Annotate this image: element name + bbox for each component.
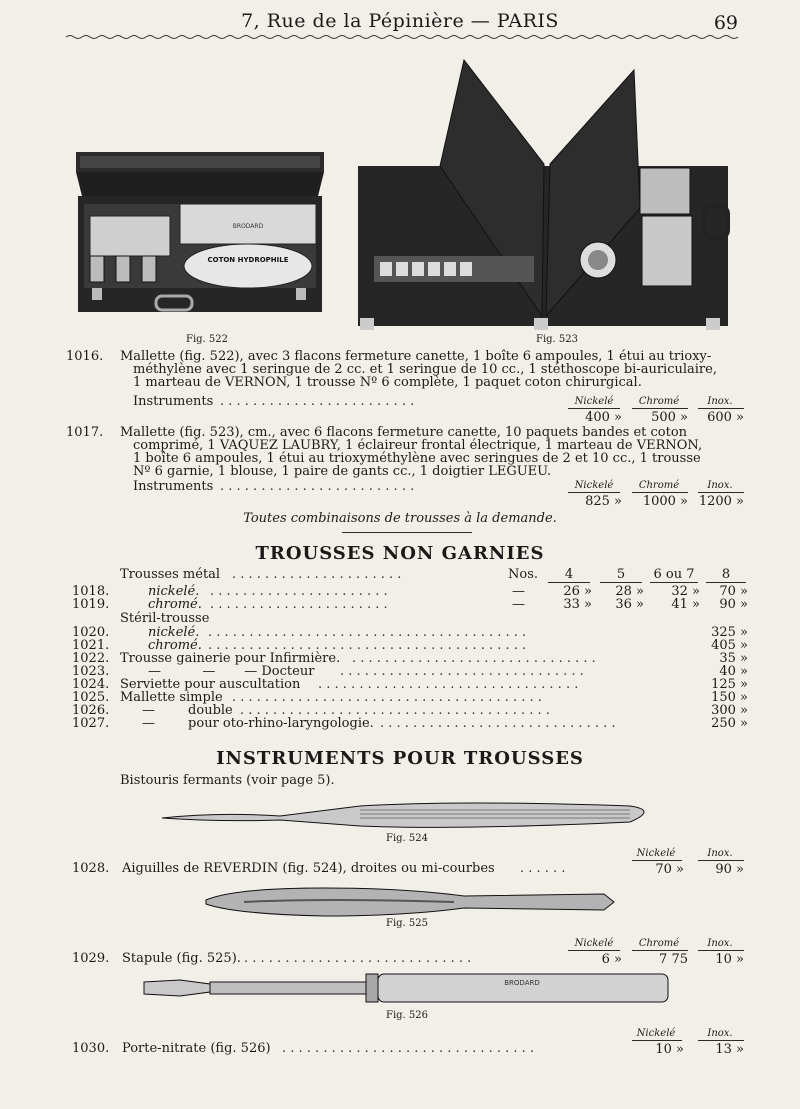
- item-number: 1020.: [72, 625, 110, 640]
- instruments-label: Instruments: [133, 394, 214, 409]
- price-value: 40 »: [719, 664, 748, 679]
- item-label: Aiguilles de REVERDIN (fig. 524), droites ou mi-courbes: [122, 861, 495, 876]
- column-header-inox: Inox.: [707, 848, 733, 859]
- price-inox: 1200 »: [698, 494, 744, 509]
- dot-leader: . . . . . . . . . . . . . . . . . . . . . . . . . . . .: [244, 951, 472, 966]
- price-value: 33 »: [563, 597, 592, 612]
- price-rule: [568, 950, 620, 951]
- item-label: Trousse gainerie pour Infirmière.: [120, 651, 341, 666]
- separator-rule: [342, 532, 472, 533]
- price-value: 150 »: [711, 690, 748, 705]
- column-header-size: 6 ou 7: [653, 567, 695, 582]
- price-nickele: 400 »: [585, 410, 622, 425]
- price-chrome: 7 75: [659, 952, 688, 967]
- figure-526-porte-nitrate-illustration: [140, 968, 680, 1008]
- price-value: 28 »: [615, 584, 644, 599]
- price-value: 36 »: [615, 597, 644, 612]
- price-rule: [698, 950, 744, 951]
- item-description-line: comprimé, 1 VAQUEZ LAUBRY, 1 éclaireur frontal électrique, 1 marteau de VERNON,: [133, 438, 703, 453]
- item-number: 1016.: [66, 349, 104, 364]
- item-number: 1017.: [66, 425, 104, 440]
- price-rule: [706, 582, 746, 583]
- item-label: nickelé.: [148, 584, 200, 599]
- column-header-nickele: Nickelé: [636, 1028, 676, 1039]
- price-rule: [548, 582, 590, 583]
- column-header-chrome: Chromé: [638, 480, 680, 491]
- combinations-note: Toutes combinaisons de trousses à la demande.: [243, 511, 557, 526]
- brodard-label-2: BRODARD: [504, 979, 540, 987]
- instruments-label: Instruments: [133, 479, 214, 494]
- item-number: 1029.: [72, 951, 110, 966]
- column-header-nickele: Nickelé: [574, 396, 614, 407]
- dot-leader: . . . . . . . . . . . . . . . . . . . . . .: [210, 597, 388, 612]
- price-value: 41 »: [671, 597, 700, 612]
- running-head: [0, 8, 800, 36]
- item-label: Stapule (fig. 525).: [122, 951, 241, 966]
- price-inox: 13 »: [715, 1042, 744, 1057]
- price-rule: [632, 1040, 682, 1041]
- price-value: 35 »: [719, 651, 748, 666]
- item-description-line: Nº 6 garnie, 1 blouse, 1 paire de gants cc., 1 doigtier LEGUEU.: [133, 464, 552, 479]
- dot-leader: . . . . . . . . . . . . . . . . . . . . . . . . . . . . .: [380, 716, 616, 731]
- price-rule: [698, 492, 744, 493]
- price-nickele: 6 »: [601, 952, 622, 967]
- item-label: — double: [142, 703, 233, 718]
- price-inox: 600 »: [707, 410, 744, 425]
- dot-leader: . . . . . . . . . . . . . . . . . . . . . . . .: [220, 479, 415, 494]
- column-header-size: 4: [564, 567, 574, 582]
- price-inox: 10 »: [715, 952, 744, 967]
- price-value: 125 »: [711, 677, 748, 692]
- item-description-line: méthylène avec 1 seringue de 2 cc. et 1 seringue de 10 cc., 1 stéthoscope bi-auriculaire,: [133, 362, 717, 377]
- item-number: 1030.: [72, 1041, 110, 1056]
- item-description-line: Mallette (fig. 522), avec 3 flacons fermeture canette, 1 boîte 6 ampoules, 1 étui au trioxy-: [120, 349, 712, 364]
- dot-leader: . . . . . . . . . . . . . . . . . . . . . . . . . . . . . . . . . . . . . .: [232, 690, 542, 705]
- item-number: 1028.: [72, 861, 110, 876]
- item-number: 1023.: [72, 664, 110, 679]
- dash: —: [512, 597, 525, 612]
- column-header-inox: Inox.: [707, 938, 733, 949]
- price-rule: [650, 582, 698, 583]
- price-value: 90 »: [719, 597, 748, 612]
- steril-trousse-label: Stéril-trousse: [120, 611, 210, 626]
- section-title-instruments-pour-trousses: INSTRUMENTS POUR TROUSSES: [216, 748, 584, 769]
- column-header-nickele: Nickelé: [636, 848, 676, 859]
- item-label: — pour oto-rhino-laryngologie.: [142, 716, 374, 731]
- item-label: chromé.: [148, 597, 202, 612]
- section-title-trousses-non-garnies: TROUSSES NON GARNIES: [255, 543, 545, 564]
- price-rule: [632, 408, 688, 409]
- price-value: 300 »: [711, 703, 748, 718]
- column-header-size: 5: [616, 567, 626, 582]
- page-number: 69: [713, 12, 738, 34]
- price-rule: [698, 1040, 744, 1041]
- dot-leader: . . . . . . . . . . . . . . . . . . . . . . . . . . . . . . . . . . . . . .: [240, 703, 550, 718]
- dot-leader: . . . . . . . . . . . . . . . . . . . . . .: [210, 584, 388, 599]
- nos-label: Nos.: [508, 567, 539, 582]
- price-rule: [600, 582, 642, 583]
- dot-leader: . . . . . . . . . . . . . . . . . . . . . . . . . . . . . .: [352, 651, 596, 666]
- price-nickele: 10 »: [655, 1042, 684, 1057]
- price-rule: [698, 408, 744, 409]
- dot-leader: . . . . . . . . . . . . . . . . . . . . . . . . . . . . . . .: [282, 1041, 535, 1056]
- price-value: 250 »: [711, 716, 748, 731]
- price-rule: [632, 492, 688, 493]
- item-number: 1018.: [72, 584, 110, 599]
- brodard-label-1: BRODARD: [232, 223, 264, 230]
- figure-524-caption: Fig. 524: [386, 833, 428, 844]
- item-description-line: 1 marteau de VERNON, 1 trousse Nº 6 complète, 1 paquet coton chirurgical.: [133, 375, 642, 390]
- column-header-inox: Inox.: [707, 1028, 733, 1039]
- figure-525-caption: Fig. 525: [386, 918, 428, 929]
- item-label: nickelé.: [148, 625, 200, 640]
- price-rule: [568, 492, 620, 493]
- coton-label: COTON HYDROPHILE: [207, 256, 289, 264]
- price-value: 325 »: [711, 625, 748, 640]
- price-value: 26 »: [563, 584, 592, 599]
- figure-523-caption: Fig. 523: [536, 334, 578, 345]
- column-header-size: 8: [721, 567, 731, 582]
- dot-leader: . . . . . . . . . . . . . . . . . . . . . . . .: [220, 394, 415, 409]
- item-number: 1021.: [72, 638, 110, 653]
- bistouris-note: Bistouris fermants (voir page 5).: [120, 773, 335, 788]
- dot-leader: . . . . . . . . . . . . . . . . . . . . . . . . . . . . . . . . . . . . . . .: [208, 638, 527, 653]
- column-header-chrome: Chromé: [638, 938, 680, 949]
- dot-leader: . . . . . . . . . . . . . . . . . . . . . . . . . . . . . . . . . . . . . . .: [208, 625, 527, 640]
- item-label: — — — Docteur: [148, 664, 315, 679]
- price-rule: [698, 860, 744, 861]
- item-number: 1026.: [72, 703, 110, 718]
- dot-leader: . . . . . .: [520, 861, 566, 876]
- item-number: 1024.: [72, 677, 110, 692]
- item-label: chromé.: [148, 638, 202, 653]
- item-label: Serviette pour auscultation: [120, 677, 301, 692]
- figure-526-caption: Fig. 526: [386, 1010, 428, 1021]
- item-number: 1022.: [72, 651, 110, 666]
- dot-leader: . . . . . . . . . . . . . . . . . . . . . . . . . . . . . . . .: [318, 677, 579, 692]
- item-description-line: Mallette (fig. 523), cm., avec 6 flacons fermeture canette, 10 paquets bandes et coton: [120, 425, 688, 440]
- item-label: Porte-nitrate (fig. 526): [122, 1041, 271, 1056]
- figure-523-case-illustration: [354, 56, 740, 336]
- column-header-nickele: Nickelé: [574, 938, 614, 949]
- dot-leader: . . . . . . . . . . . . . . . . . . . . .: [232, 567, 402, 582]
- item-number: 1019.: [72, 597, 110, 612]
- figure-525-stapule-illustration: [204, 884, 616, 920]
- price-inox: 90 »: [715, 862, 744, 877]
- item-number: 1027.: [72, 716, 110, 731]
- item-description-line: 1 boîte 6 ampoules, 1 étui au trioxyméthylène avec seringues de 2 et 10 cc., 1 trousse: [133, 451, 701, 466]
- figure-522-case-illustration: [72, 148, 328, 316]
- wavy-rule: [66, 34, 740, 40]
- price-value: 70 »: [719, 584, 748, 599]
- price-value: 405 »: [711, 638, 748, 653]
- price-value: 32 »: [671, 584, 700, 599]
- column-header-inox: Inox.: [707, 480, 733, 491]
- running-head-title: 7, Rue de la Pépinière — PARIS: [241, 10, 559, 32]
- column-header-nickele: Nickelé: [574, 480, 614, 491]
- price-rule: [632, 860, 682, 861]
- item-number: 1025.: [72, 690, 110, 705]
- price-rule: [568, 408, 620, 409]
- price-nickele: 70 »: [655, 862, 684, 877]
- price-nickele: 825 »: [585, 494, 622, 509]
- dash: —: [512, 584, 525, 599]
- trousses-metal-label: Trousses métal: [120, 567, 221, 582]
- figure-522-caption: Fig. 522: [186, 334, 228, 345]
- price-chrome: 1000 »: [642, 494, 688, 509]
- dot-leader: . . . . . . . . . . . . . . . . . . . . . . . . . . . . . .: [340, 664, 584, 679]
- price-rule: [632, 950, 688, 951]
- figure-524-needle-illustration: [160, 798, 660, 834]
- column-header-chrome: Chromé: [638, 396, 680, 407]
- price-chrome: 500 »: [651, 410, 688, 425]
- column-header-inox: Inox.: [707, 396, 733, 407]
- item-label: Mallette simple: [120, 690, 223, 705]
